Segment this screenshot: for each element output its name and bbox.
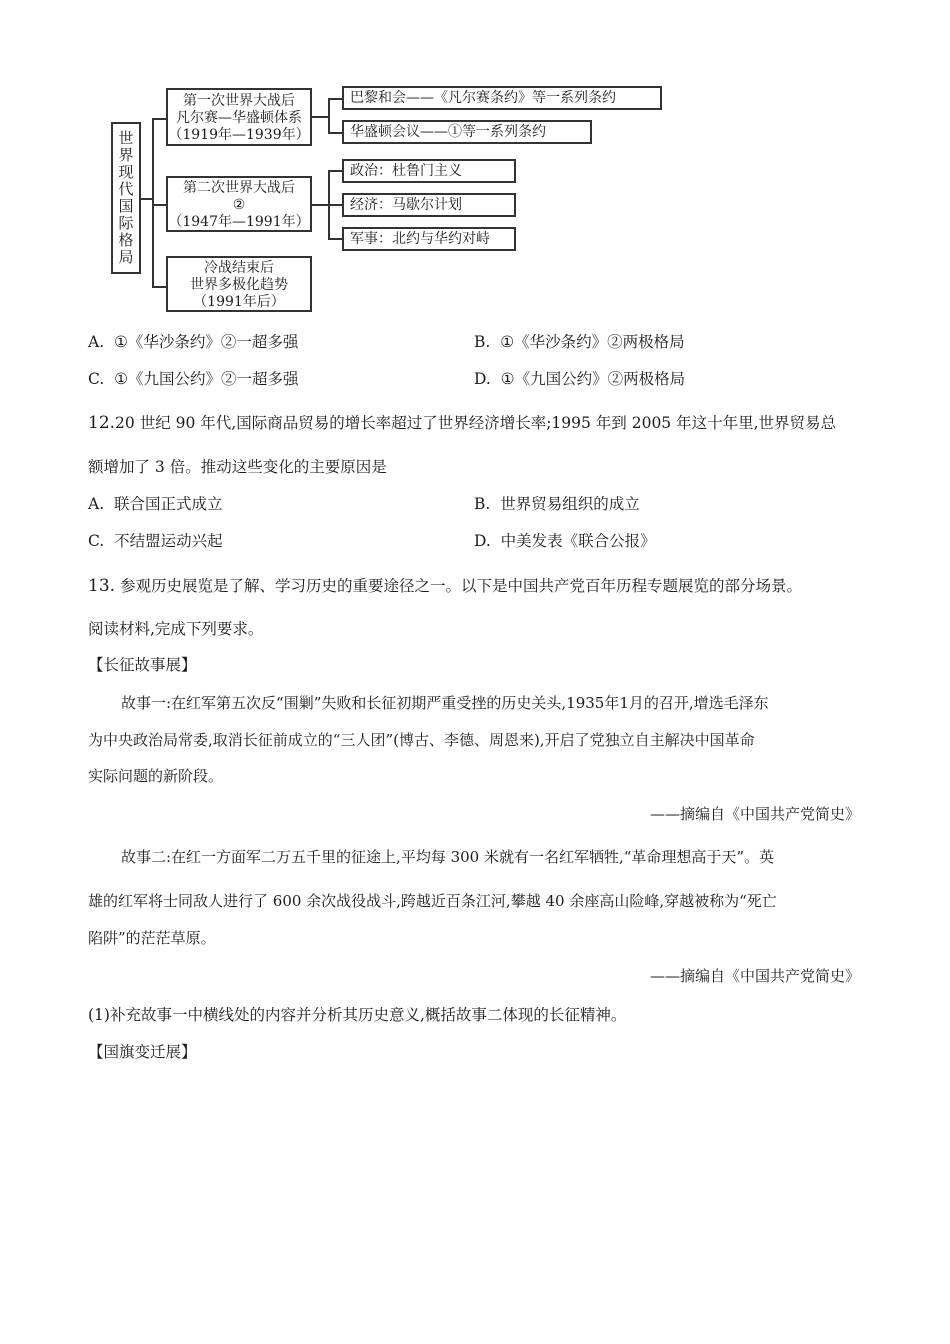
root-char: 界 (118, 146, 134, 164)
era2-connector-in (312, 204, 328, 206)
root-char: 世 (118, 129, 134, 147)
q12-stem-line1 (88, 411, 836, 433)
era1-connector (328, 98, 330, 134)
q12-text: 20 世纪 90 年代,国际商品贸易的增长率超过了世界经济增长率;1995 年到 2005 年这十年里,世界贸易总 (115, 414, 837, 432)
q11-option-a[interactable] (88, 330, 298, 352)
q13-text: 参观历史展览是了解、学习历史的重要途径之一。以下是中国共产党百年历程专题展览的部分场景。 (119, 577, 802, 595)
root-bracket-top (152, 118, 166, 120)
option-text: 中美发表《联合公报》 (500, 532, 656, 550)
world-pattern-diagram (0, 0, 950, 330)
era3-line: 世界多极化趋势 (190, 277, 288, 293)
q13-stem-line2: 阅读材料,完成下列要求。 (88, 620, 264, 638)
story1-source: ——摘编自《中国共产党简史》 (649, 805, 860, 823)
q12-option-a[interactable] (88, 492, 223, 514)
era2-connector-b (328, 204, 342, 206)
story2-line3: 陷阱”的茫茫草原。 (88, 929, 216, 947)
root-char: 际 (118, 214, 134, 232)
option-letter: A. (88, 495, 105, 513)
option-text: ①《华沙条约》②一超多强 (113, 333, 299, 351)
q13-task1: (1)补充故事一中横线处的内容并分析其历史意义,概括故事二体现的长征精神。 (88, 1006, 627, 1024)
root-bracket-link (141, 198, 152, 200)
era1-line: 第一次世界大战后 (183, 93, 295, 109)
root-bracket-bottom (152, 286, 166, 288)
option-text: 世界贸易组织的成立 (500, 495, 640, 513)
era2-connector-c (328, 238, 342, 240)
era1-connector-bottom (328, 132, 342, 134)
era1-box (166, 88, 312, 146)
era3-box (166, 256, 312, 312)
era2-connector-a (328, 170, 342, 172)
era2-item-military: 军事：北约与华约对峙 (342, 227, 516, 251)
question-number: 13. (88, 576, 116, 596)
story2-line2: 雄的红军将士同敌人进行了 600 余次战役战斗,跨越近百条江河,攀越 40 余座高山险峰,穿越被称为“死亡 (88, 892, 777, 910)
era3-line: （1991年后） (193, 294, 285, 310)
story1-line2: 为中央政治局常委,取消长征前成立的“三人团”(博古、李德、周恩来),开启了党独立自主解决中国革命 (88, 731, 755, 749)
root-char: 格 (118, 231, 134, 249)
era2-line: （1947年—1991年） (168, 214, 310, 230)
option-letter: D. (474, 532, 491, 550)
root-bracket-mid (152, 204, 166, 206)
root-char: 局 (118, 248, 134, 266)
era1-item-paris: 巴黎和会——《凡尔赛条约》等一系列条约 (342, 86, 662, 110)
root-char: 现 (118, 163, 134, 181)
era1-connector-top (328, 98, 342, 100)
q12-option-d[interactable] (474, 529, 656, 551)
era1-line: 凡尔赛—华盛顿体系 (176, 110, 302, 126)
option-letter: D. (474, 370, 491, 388)
era2-item-politics: 政治：杜鲁门主义 (342, 159, 516, 183)
era3-line: 冷战结束后 (204, 260, 274, 276)
story1-line3: 实际问题的新阶段。 (88, 767, 224, 785)
era2-box (166, 176, 312, 232)
root-bracket-line (152, 118, 154, 288)
era2-line: 第二次世界大战后 (183, 180, 295, 196)
option-text: ①《九国公约》②两极格局 (500, 370, 686, 388)
section-long-march: 【长征故事展】 (88, 656, 197, 674)
era1-line: （1919年—1939年） (168, 127, 310, 143)
diagram-root-box (111, 122, 141, 274)
root-char: 国 (118, 197, 134, 215)
option-letter: B. (474, 495, 491, 513)
option-text: 不结盟运动兴起 (114, 532, 223, 550)
q12-option-b[interactable] (474, 492, 640, 514)
q11-option-c[interactable] (88, 367, 299, 389)
option-text: 联合国正式成立 (113, 495, 223, 513)
q11-option-d[interactable] (474, 367, 685, 389)
era2-line: ② (232, 197, 246, 213)
option-letter: B. (474, 333, 491, 351)
era1-connector-in (312, 116, 328, 118)
option-letter: A. (88, 333, 105, 351)
option-letter: C. (88, 532, 105, 550)
story1-line1: 故事一:在红军第五次反“围剿”失败和长征初期严重受挫的历史关头,1935年1月的召开,增选毛泽东 (121, 694, 769, 712)
q12-option-c[interactable] (88, 529, 223, 551)
option-letter: C. (88, 370, 105, 388)
question-number: 12. (88, 413, 116, 433)
q12-stem-line2: 额增加了 3 倍。推动这些变化的主要原因是 (88, 458, 387, 476)
era1-item-washington: 华盛顿会议——①等一系列条约 (342, 120, 592, 144)
section-flag: 【国旗变迁展】 (88, 1043, 197, 1061)
option-text: ①《华沙条约》②两极格局 (500, 333, 685, 351)
story2-line1: 故事二:在红一方面军二万五千里的征途上,平均每 300 米就有一名红军牺牲,“革命理想高于天”。英 (121, 848, 775, 866)
era2-item-economy: 经济：马歇尔计划 (342, 193, 516, 217)
root-char: 代 (118, 180, 134, 198)
q11-option-b[interactable] (474, 330, 685, 352)
story2-source: ——摘编自《中国共产党简史》 (649, 967, 860, 985)
q13-stem-line1 (88, 574, 802, 596)
option-text: ①《九国公约》②一超多强 (114, 370, 299, 388)
